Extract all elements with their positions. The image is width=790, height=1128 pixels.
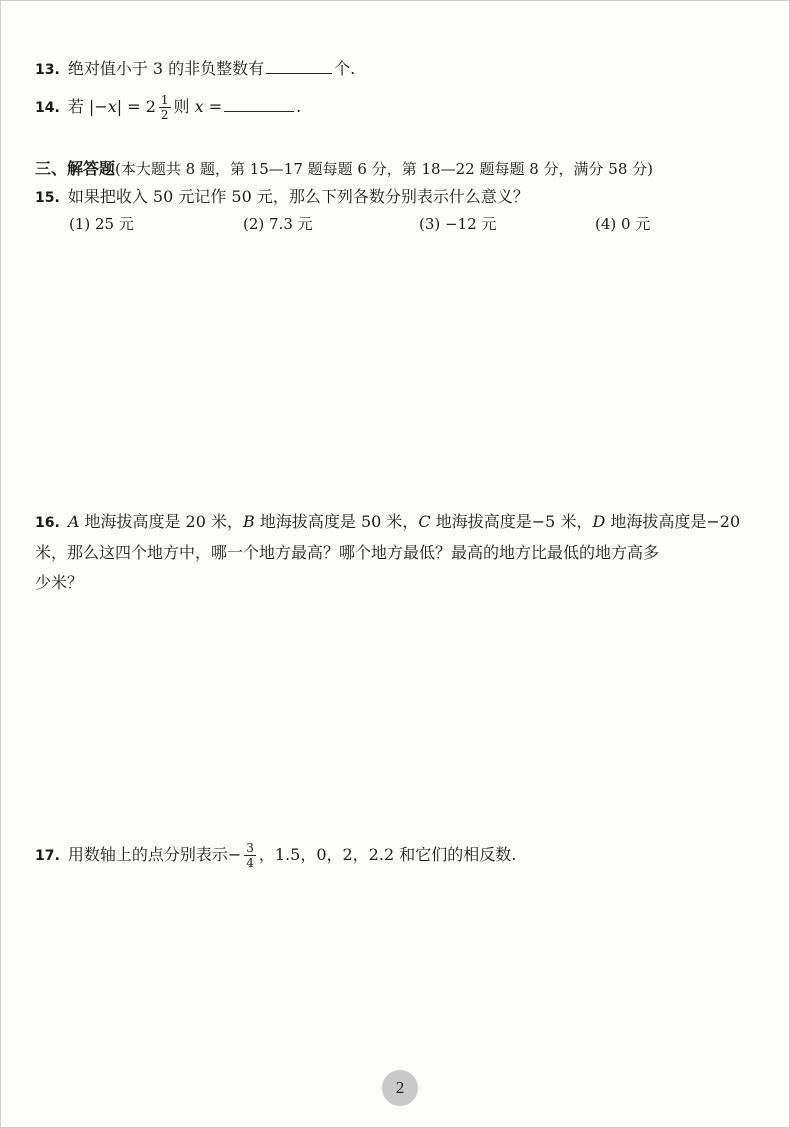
- section-title: 三、解答题: [35, 159, 116, 178]
- fraction-numerator: 3: [246, 841, 254, 855]
- page-number-badge: 2: [382, 1070, 418, 1106]
- fraction-denominator: 4: [246, 856, 254, 870]
- place-a: A: [67, 512, 80, 531]
- question-text-end: 个.: [334, 59, 356, 78]
- question-14: [35, 93, 755, 122]
- text: 地海拔高度是−5 米，: [435, 512, 593, 531]
- question-16-line-1: [35, 507, 757, 538]
- question-17: [35, 841, 755, 870]
- then-word: 则: [173, 97, 190, 116]
- question-number: 14.: [35, 100, 60, 116]
- question-16-line-3: 少米？: [35, 573, 84, 592]
- variable-x: x: [194, 97, 204, 116]
- question-number: 17.: [35, 848, 60, 864]
- question-text: 如果把收入 50 元记作 50 元，那么下列各数分别表示什么意义？: [67, 187, 529, 206]
- text: 地海拔高度是 20 米，: [84, 512, 244, 531]
- answer-blank[interactable]: [224, 97, 294, 112]
- question-text-prefix: 若 |−: [67, 97, 108, 116]
- sub-item: (2) 7.3 元: [243, 215, 313, 233]
- sub-item: (3) −12 元: [419, 215, 497, 233]
- fraction-numerator: 1: [160, 93, 169, 107]
- question-text-end: ，1.5，0，2，2.2 和它们的相反数.: [258, 845, 517, 864]
- question-number: 15.: [35, 190, 60, 206]
- text: 地海拔高度是 50 米，: [259, 512, 419, 531]
- mixed-fraction: [159, 93, 171, 122]
- equals-sign: =: [208, 97, 223, 116]
- question-text-end: .: [296, 97, 302, 116]
- fraction: [244, 841, 256, 870]
- place-c: C: [418, 512, 431, 531]
- abs-close: | = 2: [116, 97, 156, 116]
- sub-item: (1) 25 元: [69, 215, 134, 233]
- answer-blank[interactable]: [266, 59, 332, 74]
- question-13: [35, 57, 755, 82]
- question-16-line-2: 米，那么这四个地方中，哪一个地方最高？哪个地方最低？最高的地方比最低的地方高多: [35, 543, 660, 562]
- section-header: [35, 157, 755, 181]
- question-15: [35, 185, 755, 210]
- question-16: [35, 507, 757, 598]
- question-number: 13.: [35, 62, 60, 78]
- text: 地海拔高度是−20: [610, 512, 741, 531]
- question-text: 绝对值小于 3 的非负整数有: [67, 59, 265, 78]
- question-text: 用数轴上的点分别表示−: [67, 845, 242, 864]
- place-d: D: [592, 512, 606, 531]
- variable-x: x: [107, 97, 117, 116]
- place-b: B: [243, 512, 255, 531]
- sub-item: (4) 0 元: [595, 215, 651, 233]
- section-note: (本大题共 8 题，第 15—17 题每题 6 分，第 18—22 题每题 8 分，满分 58 分): [115, 160, 654, 178]
- fraction-denominator: 2: [160, 108, 169, 122]
- question-number: 16.: [35, 515, 60, 531]
